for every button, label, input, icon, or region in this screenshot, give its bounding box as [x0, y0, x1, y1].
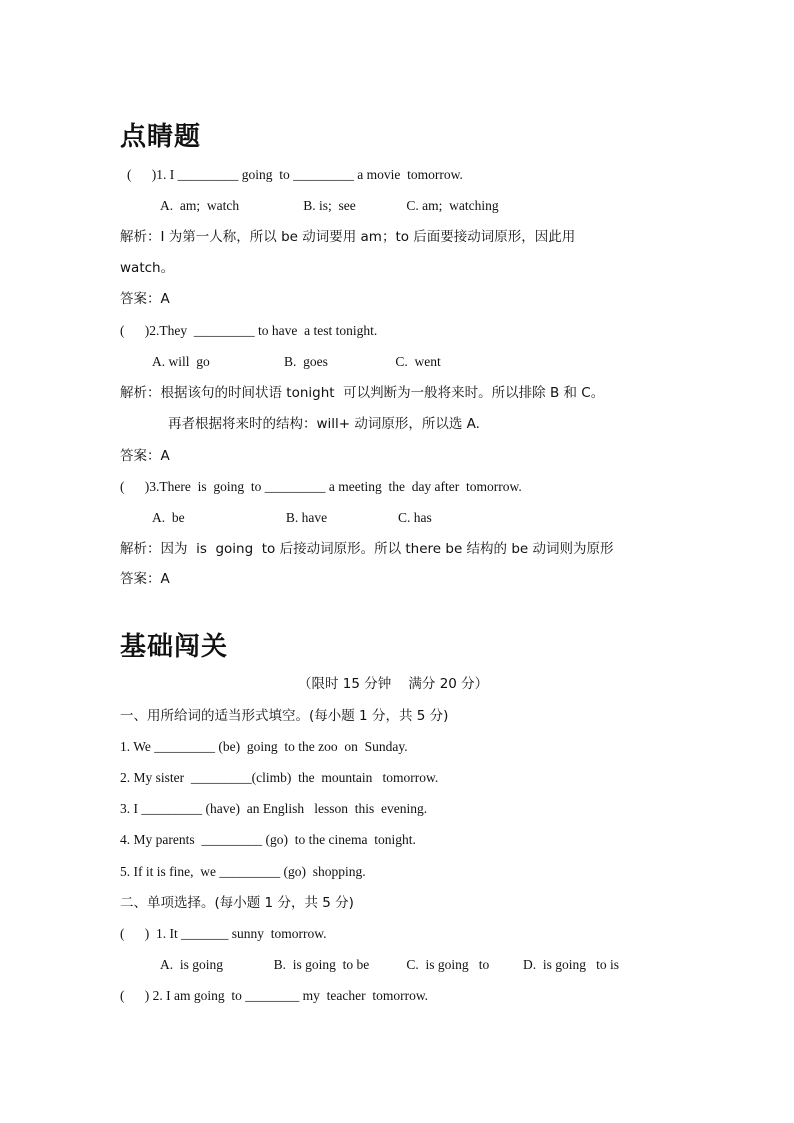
q3-stem: ( )3.There is going to _________ a meeting the day after tomorrow.: [120, 479, 522, 494]
part2-heading: 二、单项选择。(每小题 1 分，共 5 分): [120, 895, 354, 911]
fill-item-5: 5. If it is fine, we _________ (go) shopping.: [120, 864, 366, 879]
q1-options: A. am; watch B. is; see C. am; watching: [160, 198, 499, 213]
q3-options: A. be B. have C. has: [152, 510, 432, 525]
fill-item-1: 1. We _________ (be) going to the zoo on Sunday.: [120, 739, 408, 754]
choice-q2-stem: ( ) 2. I am going to ________ my teacher tomorrow.: [120, 988, 429, 1003]
q3-answer: 答案：A: [120, 571, 170, 587]
q2-options: A. will go B. goes C. went: [152, 354, 441, 369]
q1-analysis-line1: 解析：I 为第一人称，所以 be 动词要用 am；to 后面要接动词原形，因此用: [120, 229, 576, 245]
q2-analysis-line1: 解析：根据该句的时间状语 tonight 可以判断为一般将来时。所以排除 B 和 C。: [120, 385, 605, 401]
q1-answer: 答案：A: [120, 291, 170, 307]
fill-item-3: 3. I _________ (have) an English lesson this evening.: [120, 801, 428, 816]
time-limit: （限时 15 分钟 满分 20 分）: [298, 676, 489, 692]
q1-analysis-line2: watch。: [120, 260, 175, 276]
q1-stem: ( )1. I _________ going to _________ a movie tomorrow.: [127, 167, 463, 182]
section-title-dianjing: 点睛题: [120, 122, 202, 152]
part1-heading: 一、用所给词的适当形式填空。(每小题 1 分，共 5 分): [120, 708, 449, 724]
q3-analysis-line1: 解析：因为 is going to 后接动词原形。所以 there be 结构的 be 动词则为原形: [120, 541, 614, 557]
q2-stem: ( )2.They _________ to have a test tonight.: [120, 323, 378, 338]
q2-answer: 答案：A: [120, 448, 170, 464]
section-title-jichu: 基础闯关: [120, 632, 229, 662]
choice-q1-stem: ( ) 1. It _______ sunny tomorrow.: [120, 926, 327, 941]
choice-q1-options: A. is going B. is going to be C. is going to D. is going to is: [160, 957, 620, 972]
q2-analysis-line2: 再者根据将来时的结构：will+ 动词原形，所以选 A.: [168, 416, 480, 432]
fill-item-2: 2. My sister _________(climb) the mountain tomorrow.: [120, 770, 439, 785]
fill-item-4: 4. My parents _________ (go) to the cinema tonight.: [120, 832, 416, 847]
